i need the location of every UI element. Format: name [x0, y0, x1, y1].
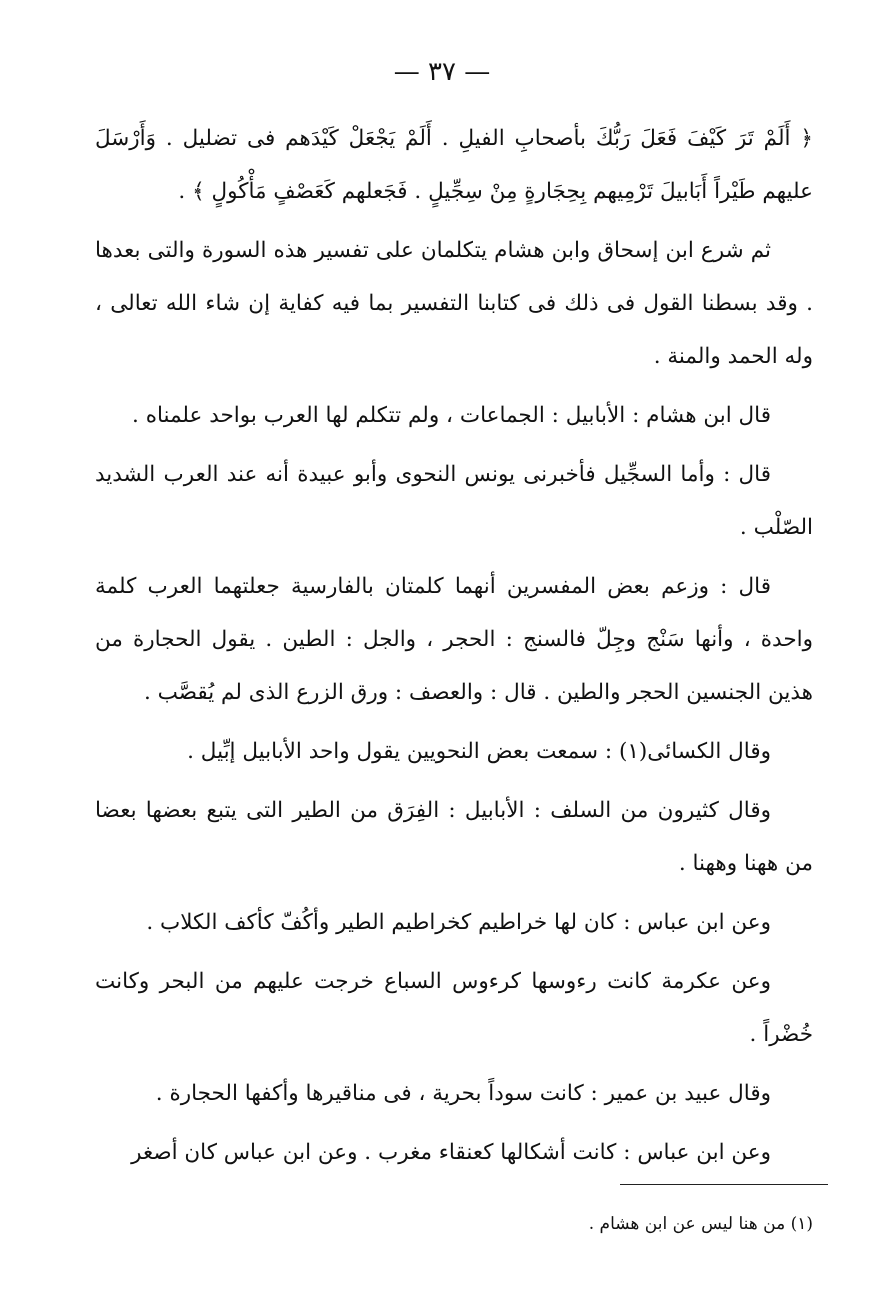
paragraph: قال ابن هشام : الأبابيل : الجماعات ، ولم تتكلم لها العرب بواحد علمناه .: [132, 403, 771, 428]
page-number: — ٣٧ —: [393, 57, 491, 87]
paragraph: وعن عكرمة كانت رءوسها كرءوس السباع خرجت عليهم من البحر وكانت خُضْراً .: [95, 969, 813, 1047]
paragraph: وقال عبيد بن عمير : كانت سوداً بحرية ، فى مناقيرها وأكفها الحجارة .: [155, 1081, 771, 1106]
paragraph: قال : وأما السجِّيل فأخبرنى يونس النحوى وأبو عبيدة أنه عند العرب الشديد الصّلْب .: [95, 462, 813, 540]
footnote-divider: [620, 1184, 828, 1185]
paragraph: وقال كثيرون من السلف : الأبابيل : الفِرَق من الطير التى يتبع بعضها بعضا من ههنا وههنا .: [95, 798, 813, 876]
paragraph: قال : وزعم بعض المفسرين أنهما كلمتان بالفارسية جعلتهما العرب كلمة واحدة ، وأنها سَنْج وجِلّ فالسنج : الحجر ، والجل : الطين . يقول الحجارة من هذين الجنسين الحجر والطين . قال : والعصف : ورق الزرع الذى لم يُقصَّب .: [95, 574, 813, 705]
paragraph-quran-verse: ﴿ أَلَمْ تَرَ كَيْفَ فَعَلَ رَبُّكَ بأصحابِ الفيلِ . أَلَمْ يَجْعَلْ كَيْدَهم فى تضليل . وَأَرْسَلَ عليهم طَيْراً أَبَابيلَ تَرْمِيهم بِحِجَارةٍ مِنْ سِجِّيلٍ . فَجَعلهم كَعَصْفٍ مَأْكُولٍ ﴾ .: [95, 126, 813, 204]
body-text: [95, 112, 813, 1185]
footnote: (١) من هنا ليس عن ابن هشام .: [588, 1214, 813, 1234]
paragraph: وعن ابن عباس : كان لها خراطيم كخراطيم الطير وأكُفّ كأكف الكلاب .: [146, 910, 771, 935]
paragraph: وقال الكسائى(١) : سمعت بعض النحويين يقول واحد الأبابيل إبِّيل .: [187, 739, 771, 764]
paragraph: وعن ابن عباس : كانت أشكالها كعنقاء مغرب . وعن ابن عباس كان أصغر: [131, 1140, 771, 1165]
paragraph: ثم شرع ابن إسحاق وابن هشام يتكلمان على تفسير هذه السورة والتى بعدها . وقد بسطنا القول فى ذلك فى كتابنا التفسير بما فيه كفاية إن شاء الله تعالى ، وله الحمد والمنة .: [95, 238, 813, 369]
